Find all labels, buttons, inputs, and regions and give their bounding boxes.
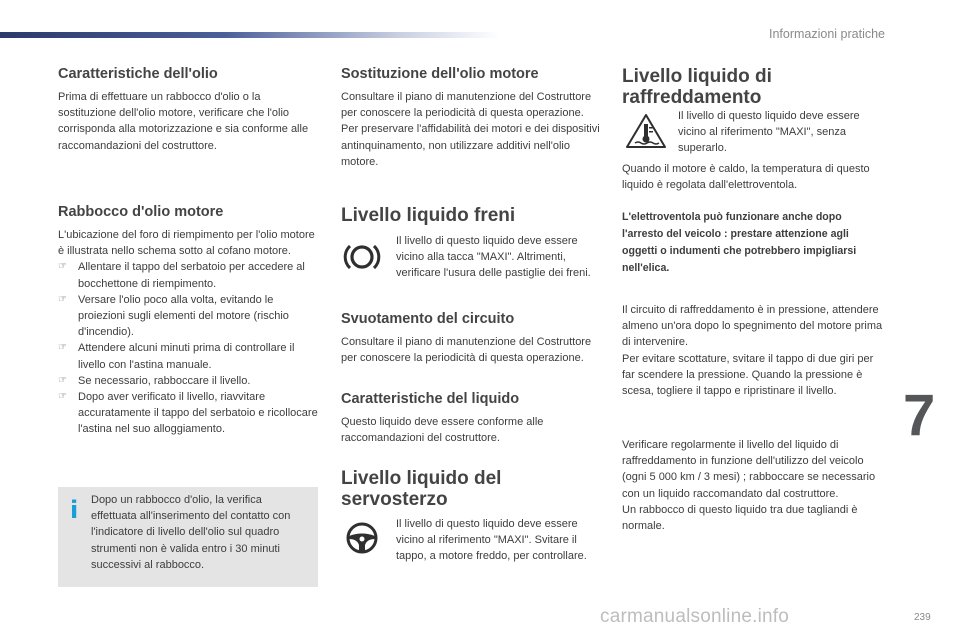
fan-warning-text: L'elettroventola può funzionare anche dopo l'arresto del veicolo : prestare attenzione agli oggetti o indumenti che potrebbero impigliarsi nell'elica.: [622, 211, 857, 274]
oil-topup-heading: Rabbocco d'olio motore: [58, 204, 224, 220]
watermark: carmanualsonline.info: [600, 606, 790, 627]
page-number: 239: [914, 612, 931, 623]
list-item: ☞ Dopo aver verificato il livello, riavvitare accuratamente il tappo del serbatoio e ricollocare l'astina nel suo alloggiamento.: [58, 389, 320, 438]
oil-characteristics-heading: Caratteristiche dell'olio: [58, 66, 218, 82]
oil-characteristics-text: Prima di effettuare un rabbocco d'olio o la sostituzione dell'olio motore, verificare che l'olio corrisponda alla motorizzazione e sia conforme alle raccomandazioni del costruttore.: [58, 91, 309, 152]
info-icon: i: [70, 496, 79, 524]
fluid-characteristics-text: Questo liquido deve essere conforme alle raccomandazioni del costruttore.: [341, 416, 544, 445]
fluid-characteristics-heading: Caratteristiche del liquido: [341, 391, 520, 407]
circuit-drain-text: Consultare il piano di manutenzione del Costruttore per conoscere la periodicità di questa operazione.: [341, 336, 592, 365]
power-steering-heading-line-2: servosterzo: [341, 489, 448, 510]
oil-change-text-1: Consultare il piano di manutenzione del Costruttore per conoscere la periodicità di questa operazione.: [341, 91, 592, 120]
oil-topup-text: [58, 227, 320, 438]
pressure-text: [622, 302, 884, 399]
list-item: ☞ Versare l'olio poco alla volta, evitando le proiezioni sugli elementi del motore (rischio d'incendio).: [58, 292, 320, 341]
brake-fluid-heading: Livello liquido freni: [341, 205, 516, 226]
pressure-text-2: Per evitare scottature, svitare il tappo di due giri per far scendere la pressione. Quando la pressione è scesa, togliere il tappo e ripristinare il livello.: [622, 352, 874, 398]
oil-change-text-2: Per preservare l'affidabilità dei motori e dei dispositivi antinquinamento, non utilizzare additivi nell'olio motore.: [341, 123, 600, 168]
brake-warning-icon: [343, 240, 381, 274]
coolant-hot-text: Quando il motore è caldo, la temperatura di questo liquido è regolata dall'elettroventola.: [622, 163, 870, 192]
info-note-box: [58, 487, 318, 587]
coolant-heading: [622, 66, 772, 108]
circuit-drain-heading: Svuotamento del circuito: [341, 311, 515, 327]
pressure-text-1: Il circuito di raffreddamento è in pressione, attendere almeno un'ora dopo lo spegnimento del motore prima di intervenire.: [622, 304, 883, 349]
section-title: Informazioni pratiche: [768, 27, 885, 41]
power-steering-heading-line-1: Livello liquido del: [341, 468, 502, 489]
coolant-check-text-2: Un rabbocco di questo liquido tra due tagliandi è normale.: [622, 503, 858, 533]
power-steering-text: Il livello di questo liquido deve essere vicino al riferimento "MAXI". Svitare il tappo, a motore freddo, per controllare.: [396, 518, 587, 563]
coolant-heading-line-1: Livello liquido di: [622, 66, 772, 87]
oil-change-text: [341, 89, 603, 170]
oil-topup-steps: [58, 259, 320, 437]
coolant-check-text-1: Verificare regolarmente il livello del liquido di raffreddamento in funzione dell'utilizzo del veicolo (ogni 5 000 km / 3 mesi) ; rabboccare se necessario con un liquido raccomandato dal costruttore.: [622, 439, 876, 500]
list-item: ☞ Attendere alcuni minuti prima di controllare il livello con l'astina manuale.: [58, 340, 320, 372]
oil-change-heading: Sostituzione dell'olio motore: [341, 66, 539, 82]
list-item: ☞ Se necessario, rabboccare il livello.: [58, 373, 320, 389]
coolant-temperature-icon: [624, 112, 668, 150]
power-steering-heading: [341, 468, 501, 510]
info-note-text: Dopo un rabbocco d'olio, la verifica effettuata all'inserimento del contatto con l'indicatore di livello dell'olio sul quadro strumenti non è valida entro i 30 minuti successivi al rabbocco.: [91, 494, 291, 571]
chapter-number: 7: [903, 383, 936, 448]
list-item: ☞ Allentare il tappo del serbatoio per accedere al bocchettone di riempimento.: [58, 259, 320, 291]
coolant-check-text: [622, 437, 884, 534]
header-gradient-bar: [0, 32, 500, 38]
coolant-heading-line-2: raffreddamento: [622, 87, 762, 108]
coolant-level-text: Il livello di questo liquido deve essere vicino al riferimento "MAXI", senza superarlo.: [678, 110, 860, 155]
steering-wheel-icon: [345, 521, 379, 555]
brake-fluid-text: Il livello di questo liquido deve essere vicino alla tacca "MAXI". Altrimenti, verificare l'usura delle pastiglie dei freni.: [396, 235, 591, 280]
oil-topup-intro: L'ubicazione del foro di riempimento per l'olio motore è illustrata nello schema sotto al cofano motore.: [58, 229, 315, 258]
